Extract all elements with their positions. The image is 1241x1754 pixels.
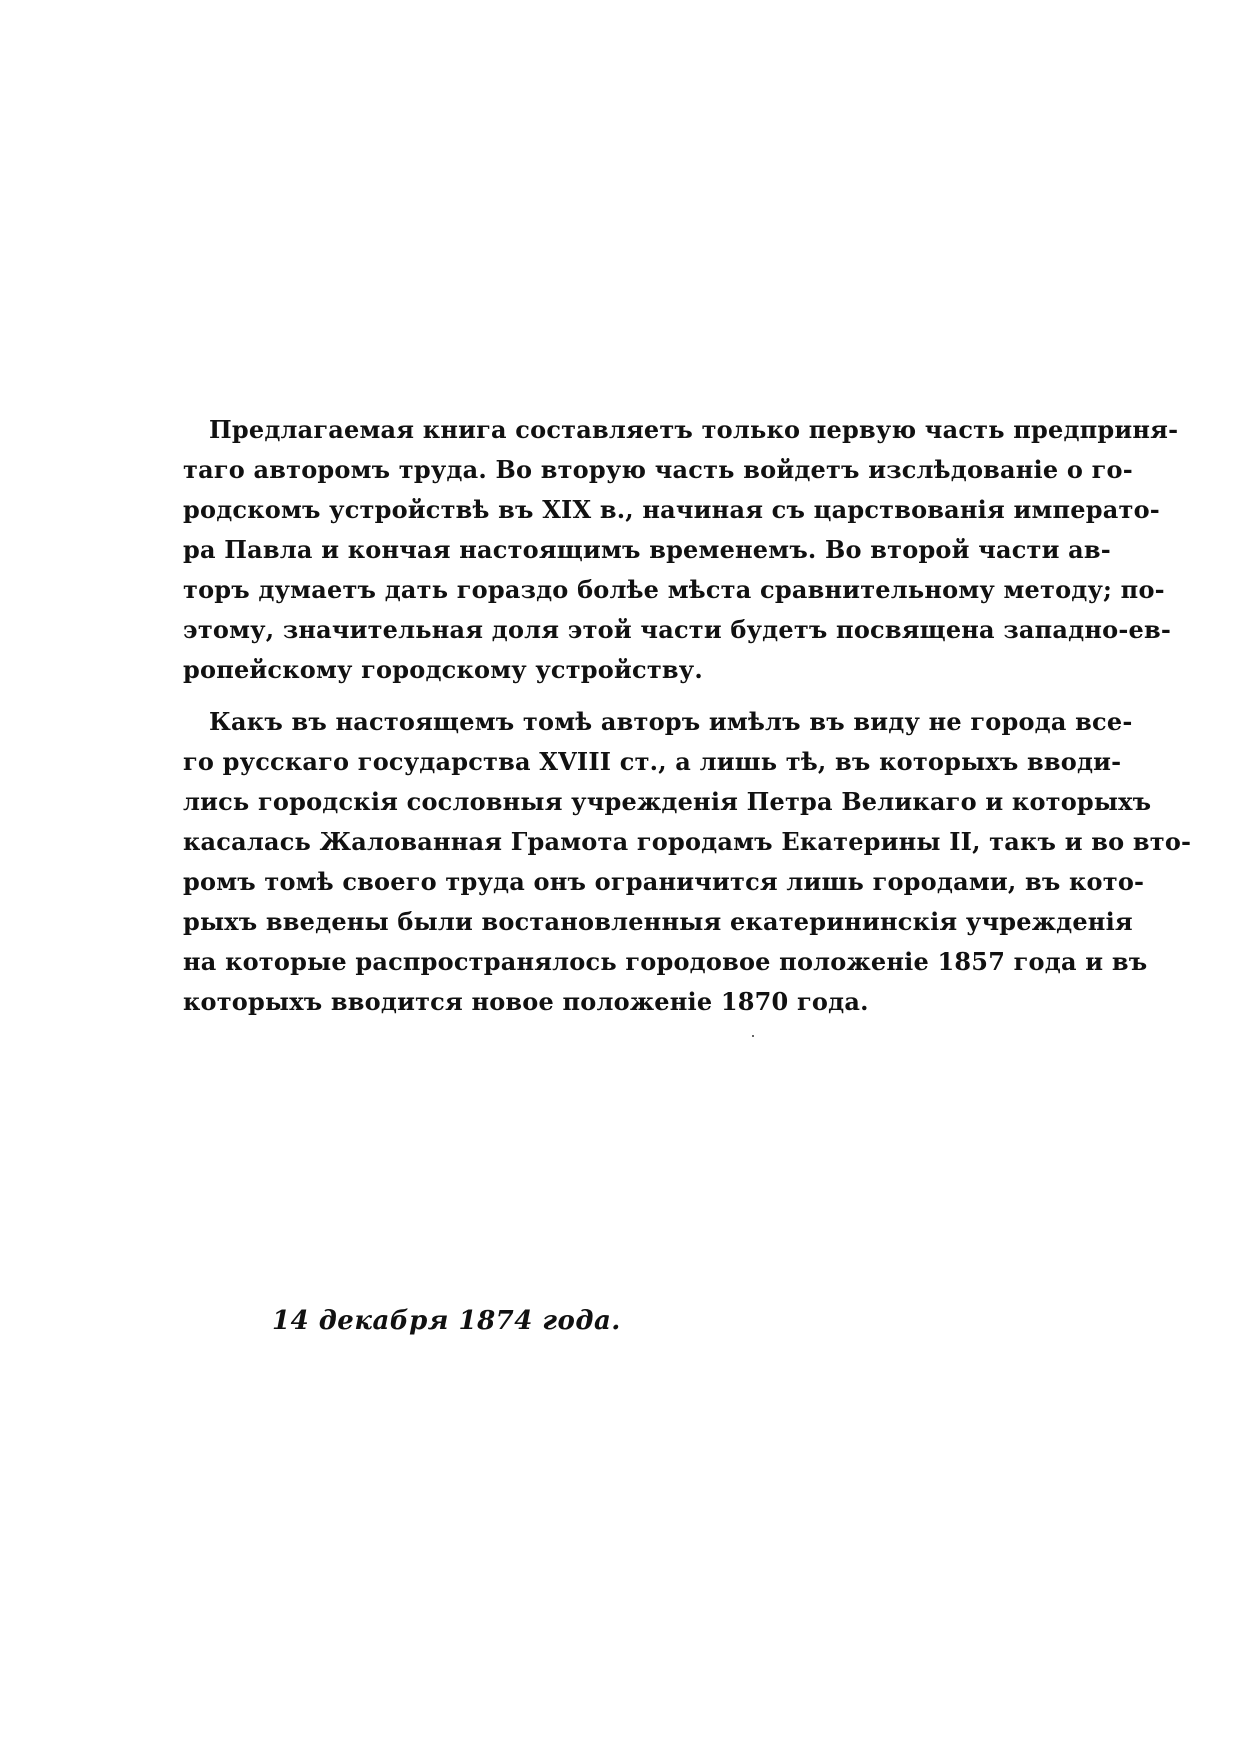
text-line: ромъ томѣ своего труда онъ ограничится лишь городами, въ кото-	[183, 867, 1145, 896]
signature-date: 14 декабря 1874 года.	[272, 1306, 621, 1336]
text-line: ропейскому городскому устройству.	[183, 655, 703, 684]
text-line: Какъ въ настоящемъ томѣ авторъ имѣлъ въ виду не города все-	[209, 707, 1133, 736]
paragraph-1	[183, 410, 1179, 690]
text-line: на которые распространялось городовое положеніе 1857 года и въ	[183, 947, 1148, 976]
text-line: таго авторомъ труда. Во вторую часть войдетъ изслѣдованіе о го-	[183, 455, 1133, 484]
paragraph-spacer	[183, 690, 1086, 702]
text-line: которыхъ вводится новое положеніе 1870 года.	[183, 987, 869, 1016]
text-line: рыхъ введены были востановленныя екатерининскія учрежденія	[183, 907, 1133, 936]
text-line: родскомъ устройствѣ въ XIX в., начиная съ царствованія императо-	[183, 495, 1160, 524]
text-line: го русскаго государства XVIII ст., а лишь тѣ, въ которыхъ вводи-	[183, 747, 1122, 776]
text-line: торъ думаетъ дать гораздо болѣе мѣста сравнительному методу; по-	[183, 575, 1165, 604]
text-line: этому, значительная доля этой части будетъ посвящена западно-ев-	[183, 615, 1171, 644]
text-line: Предлагаемая книга составляетъ только первую часть предприня-	[209, 415, 1179, 444]
print-speck	[752, 1035, 754, 1037]
text-line: лись городскія сословныя учрежденія Петра Великаго и которыхъ	[183, 787, 1152, 816]
preface-text	[183, 410, 1192, 1022]
text-line: касалась Жалованная Грамота городамъ Екатерины II, такъ и во вто-	[183, 827, 1192, 856]
paragraph-2	[183, 702, 1192, 1022]
text-line: ра Павла и кончая настоящимъ временемъ. Во второй части ав-	[183, 535, 1111, 564]
